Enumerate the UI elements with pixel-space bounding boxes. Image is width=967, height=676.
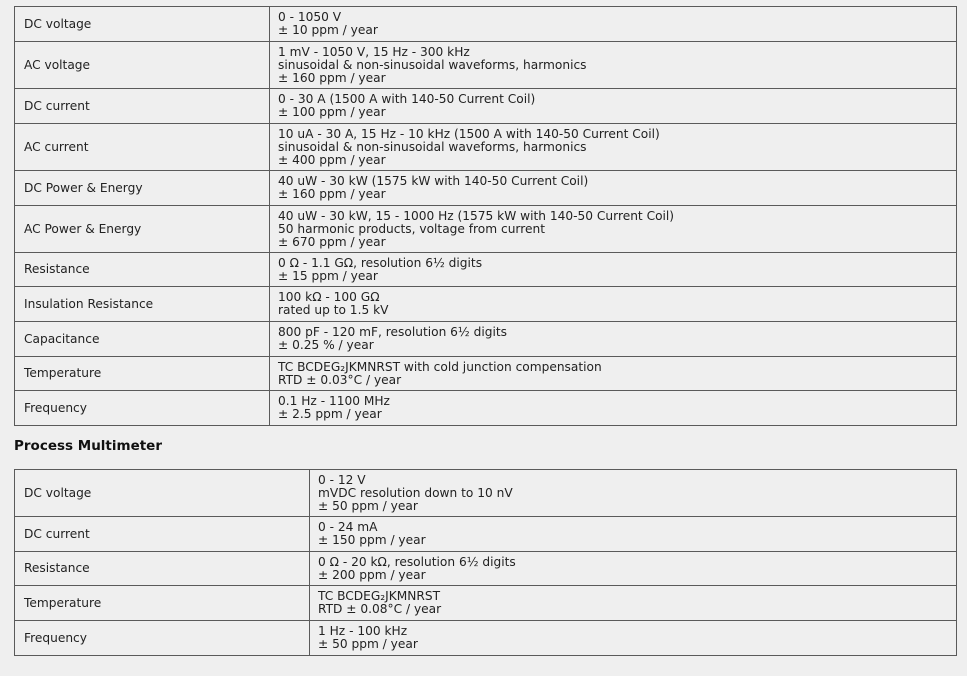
spec-line: ± 50 ppm / year [318, 498, 418, 513]
spec-line: 0 - 30 A (1500 A with 140-50 Current Coil) [278, 92, 536, 106]
spec-label: DC current [15, 89, 270, 124]
spec-row [15, 357, 957, 391]
spec-value [270, 357, 957, 391]
spec-label: AC voltage [15, 42, 270, 89]
spec-line: sinusoidal & non-sinusoidal waveforms, harmonics [278, 139, 587, 154]
spec-row [15, 586, 957, 621]
spec-line: 0.1 Hz - 1100 MHz [278, 394, 390, 408]
spec-row [15, 206, 957, 253]
spec-label: Frequency [15, 621, 310, 656]
spec-line: rated up to 1.5 kV [278, 303, 389, 317]
spec-label: Resistance [15, 552, 310, 586]
spec-row [15, 287, 957, 322]
spec-value [310, 470, 957, 517]
spec-row [15, 42, 957, 89]
spec-line: ± 0.25 % / year [278, 338, 374, 352]
spec-line: TC BCDEG₂JKMNRST with cold junction compensation [278, 359, 602, 374]
spec-line: ± 50 ppm / year [318, 637, 418, 651]
spec-row [15, 322, 957, 357]
spec-value [270, 206, 957, 253]
process-multimeter-table [14, 469, 957, 656]
spec-value [270, 322, 957, 357]
spec-line: 1 mV - 1050 V, 15 Hz - 300 kHz [278, 44, 470, 59]
spec-line: 40 uW - 30 kW, 15 - 1000 Hz (1575 kW with 140-50 Current Coil) [278, 208, 675, 223]
spec-value [270, 124, 957, 171]
spec-line: ± 150 ppm / year [318, 533, 426, 547]
spec-row [15, 124, 957, 171]
spec-line: 0 - 1050 V [278, 10, 342, 24]
spec-line: ± 2.5 ppm / year [278, 407, 382, 421]
spec-value [310, 586, 957, 621]
spec-label: AC Power & Energy [15, 206, 270, 253]
spec-label: AC current [15, 124, 270, 171]
spec-line: 50 harmonic products, voltage from current [278, 221, 545, 236]
spec-row [15, 253, 957, 287]
spec-line: RTD ± 0.08°C / year [318, 602, 442, 616]
spec-line: 0 Ω - 20 kΩ, resolution 6½ digits [318, 554, 516, 569]
spec-row [15, 621, 957, 656]
spec-line: ± 10 ppm / year [278, 23, 378, 37]
spec-line: 100 kΩ - 100 GΩ [278, 290, 380, 304]
spec-line: 0 - 24 mA [318, 520, 378, 534]
spec-row [15, 517, 957, 552]
spec-value [310, 621, 957, 656]
spec-line: mVDC resolution down to 10 nV [318, 485, 513, 500]
spec-label: Frequency [15, 391, 270, 426]
spec-line: ± 100 ppm / year [278, 105, 386, 119]
spec-value [270, 287, 957, 322]
spec-label: DC voltage [15, 470, 310, 517]
spec-value [270, 171, 957, 206]
spec-label: Temperature [15, 586, 310, 621]
spec-line: ± 15 ppm / year [278, 268, 378, 283]
spec-line: RTD ± 0.03°C / year [278, 372, 402, 387]
spec-line: 1 Hz - 100 kHz [318, 624, 408, 638]
section-title: Process Multimeter [14, 438, 162, 454]
spec-line: TC BCDEG₂JKMNRST [318, 589, 441, 603]
spec-value [310, 517, 957, 552]
spec-line: ± 160 ppm / year [278, 70, 386, 85]
spec-row [15, 7, 957, 42]
spec-label: Temperature [15, 357, 270, 391]
spec-line: 0 - 12 V [318, 472, 366, 487]
spec-value [270, 7, 957, 42]
spec-label: Insulation Resistance [15, 287, 270, 322]
spec-label: DC voltage [15, 7, 270, 42]
spec-label: Capacitance [15, 322, 270, 357]
spec-row [15, 391, 957, 426]
spec-value [310, 552, 957, 586]
spec-row [15, 552, 957, 586]
spec-row [15, 470, 957, 517]
spec-line: 800 pF - 120 mF, resolution 6½ digits [278, 325, 507, 339]
spec-value [270, 89, 957, 124]
spec-label: DC current [15, 517, 310, 552]
spec-value [270, 391, 957, 426]
spec-line: sinusoidal & non-sinusoidal waveforms, harmonics [278, 57, 587, 72]
spec-row [15, 171, 957, 206]
spec-line: ± 160 ppm / year [278, 187, 386, 201]
spec-line: ± 200 ppm / year [318, 567, 426, 582]
spec-line: 0 Ω - 1.1 GΩ, resolution 6½ digits [278, 255, 483, 270]
spec-line: 10 uA - 30 A, 15 Hz - 10 kHz (1500 A with 140-50 Current Coil) [278, 126, 660, 141]
spec-line: 40 uW - 30 kW (1575 kW with 140-50 Current Coil) [278, 174, 589, 188]
spec-line: ± 670 ppm / year [278, 234, 386, 249]
spec-label: DC Power & Energy [15, 171, 270, 206]
general-spec-table [14, 6, 957, 426]
spec-row [15, 89, 957, 124]
spec-value [270, 42, 957, 89]
spec-line: ± 400 ppm / year [278, 152, 386, 167]
spec-label: Resistance [15, 253, 270, 287]
spec-value [270, 253, 957, 287]
